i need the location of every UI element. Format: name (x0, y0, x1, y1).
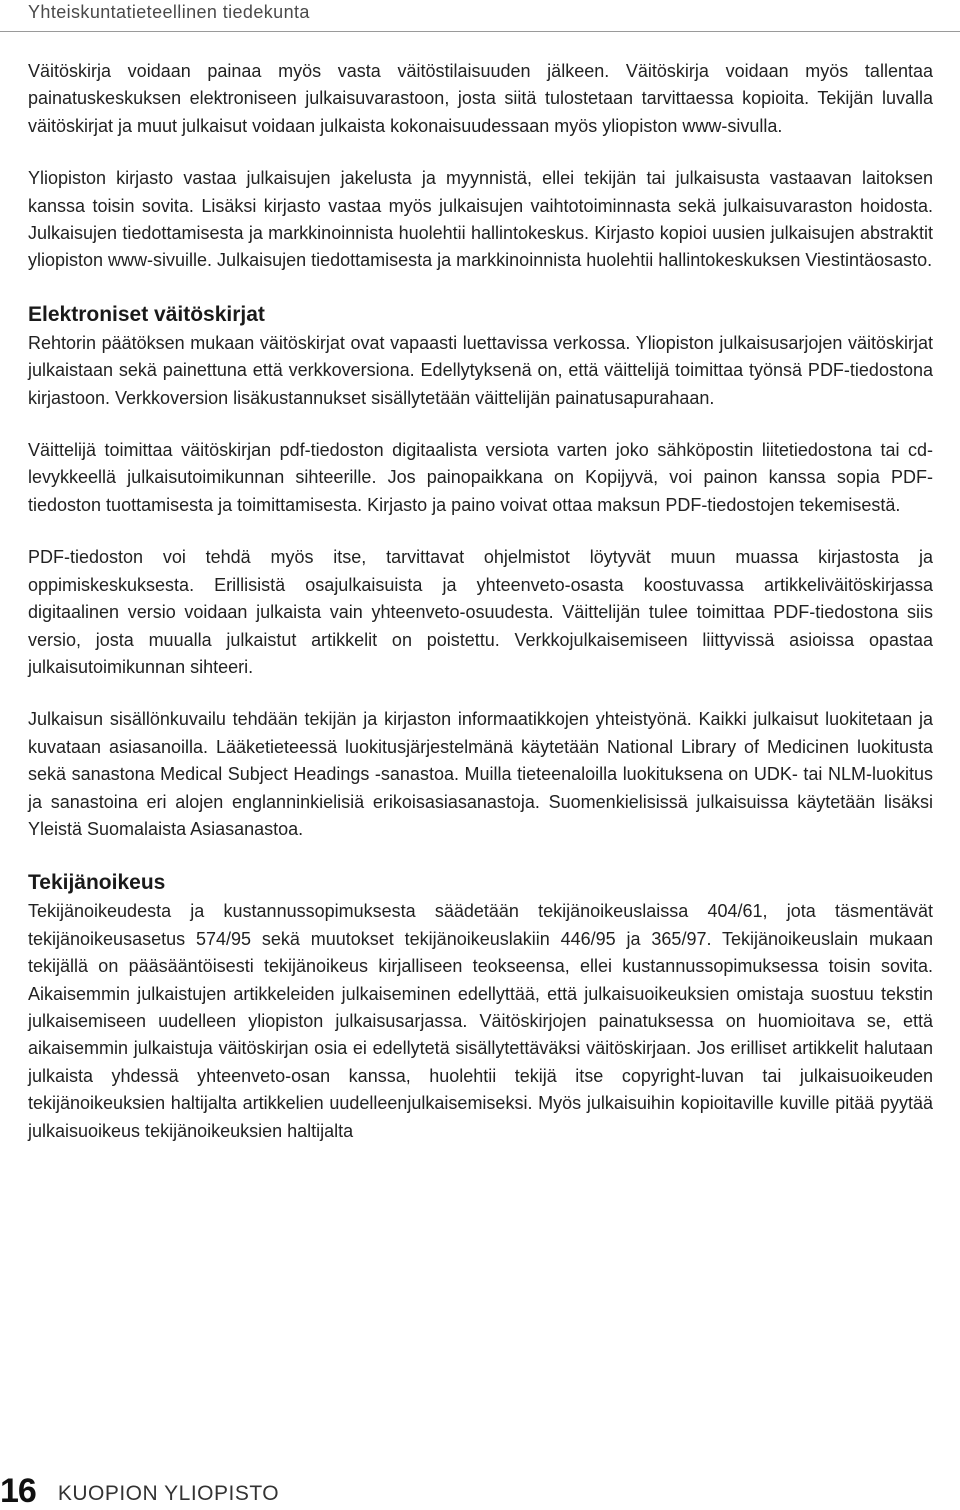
running-header: Yhteiskuntatieteellinen tiedekunta (28, 2, 310, 22)
paragraph-online-availability: Rehtorin päätöksen mukaan väitöskirjat ovat vapaasti luettavissa verkossa. Yliopiston julkaisusarjojen väitöskirjat julkaistaan sekä painettuna että verkkoversiona. Edellytyksenä on, että väittelijä toimittaa työnsä PDF-tiedostona kirjastoon. Verkkoversion lisäkustannukset sisällytetään väittelijän painatusapurahaan. (28, 332, 933, 408)
heading-copyright: Tekijänoikeus (28, 871, 166, 895)
paragraph-content-description: Julkaisun sisällönkuvailu tehdään tekijän ja kirjaston informaatikkojen yhteistyönä. Kaikki julkaisut luokitetaan ja kuvataan asiasanoilla. Lääketieteessä luokitusjärjestelmänä käytetään National Library of Medicinen luokitusta sekä sanastona Medical Subject Headings -sanastoa. Muilla tieteenaloilla luokituksena on UDK- tai NLM-luokitus ja sanastoina eri alojen englanninkielisiä erikoisasiasanastoja. Suomenkielisissä julkaisuissa käytetään lisäksi Yleistä Suomalaista Asiasanastoa. (28, 709, 933, 839)
heading-electronic-dissertations: Elektroniset väitöskirjat (28, 302, 265, 326)
page-number: 16 (0, 1472, 36, 1510)
page-content (28, 58, 933, 1170)
paragraph-printing: Väitöskirja voidaan painaa myös vasta väitöstilaisuuden jälkeen. Väitöskirja voidaan myös tallentaa painatuskeskuksen elektroniseen julkaisuvarastoon, josta siitä tulostetaan tarvittaessa kopioita. Tekijän luvalla väitöskirjat ja muut julkaisut voidaan julkaista kokonaisuudessaan myös yliopiston www-sivulla. (28, 61, 933, 136)
publisher-name: KUOPION YLIOPISTO (57, 1482, 280, 1505)
page-footer (0, 1468, 279, 1508)
paragraph-copyright: Tekijänoikeudesta ja kustannussopimuksesta säädetään tekijänoikeuslaissa 404/61, jota täsmentävät tekijänoikeusasetus 574/95 sekä muutokset tekijänoikeuslakiin 446/95 ja 365/97. Tekijänoikeuslain mukaan tekijällä on pääsääntöisesti tekijänoikeus kirjalliseen teokseensa, ellei kustannussopimuksessa toisin sovita. Aikaisemmin julkaistujen artikkeleiden julkaiseminen edellyttää, että julkaisuoikeuksien omistaja suostuu tekstin julkaisemiseen uudelleen yliopiston julkaisusarjassa. Väitöskirjojen painatuksessa on huomioitava se, että aikaisemmin julkaistuja väitöskirjan osia ei edellytetä sisällytettäväksi väitöskirjaan. Jos erilliset artikkelit halutaan julkaista yhdessä yhteenveto-osan kanssa, huolehtii tekijä itse copyright-luvan tai julkaisuoikeuden tekijänoikeuksien haltijalta artikkelien uudelleenjulkaisemiseksi. Myös julkaisuihin kopioitaville kuville pitää pyytää julkaisuoikeus tekijänoikeuksien haltijalta (28, 901, 933, 1141)
paragraph-pdf-delivery: Väittelijä toimittaa väitöskirjan pdf-tiedoston digitaalista versiota varten joko sähköpostin liitetiedostona tai cd-levykkeellä julkaisutoimikunnan sihteerille. Jos painopaikkana on Kopijyvä, voi painon kanssa sopia PDF-tiedoston tuottamisesta ja toimittamisesta. Kirjasto ja paino voivat ottaa maksun PDF-tiedostojen tekemisestä. (28, 440, 933, 515)
paragraph-pdf-creation: PDF-tiedoston voi tehdä myös itse, tarvittavat ohjelmistot löytyvät muun muassa kirjastosta ja oppimiskeskuksesta. Erillisistä osajulkaisuista ja yhteenveto-osasta koostuvassa artikkeliväitöskirjassa digitaalinen versio voidaan julkaista vain yhteenveto-osuudesta. Väittelijän tulee toimittaa PDF-tiedostona siis versio, josta muualla julkaistut artikkelit on poistettu. Verkkojulkaisemiseen liittyvissä asioissa opastaa julkaisutoimikunnan sihteeri. (28, 547, 933, 677)
header-rule (0, 31, 960, 32)
paragraph-library-distribution: Yliopiston kirjasto vastaa julkaisujen jakelusta ja myynnistä, ellei tekijän tai julkaisusta vastaavan laitoksen kanssa toisin sovita. Lisäksi kirjasto vastaa myös julkaisujen vaihtotoiminnasta sekä julkaisuvaraston hoidosta. Julkaisujen tiedottamisesta ja markkinoinnista huolehtii hallintokeskus. Kirjasto kopioi uusien julkaisujen abstraktit yliopiston www-sivuille. Julkaisujen tiedottamisesta ja markkinoinnista huolehtii hallintokeskuksen Viestintäosasto. (28, 168, 933, 271)
